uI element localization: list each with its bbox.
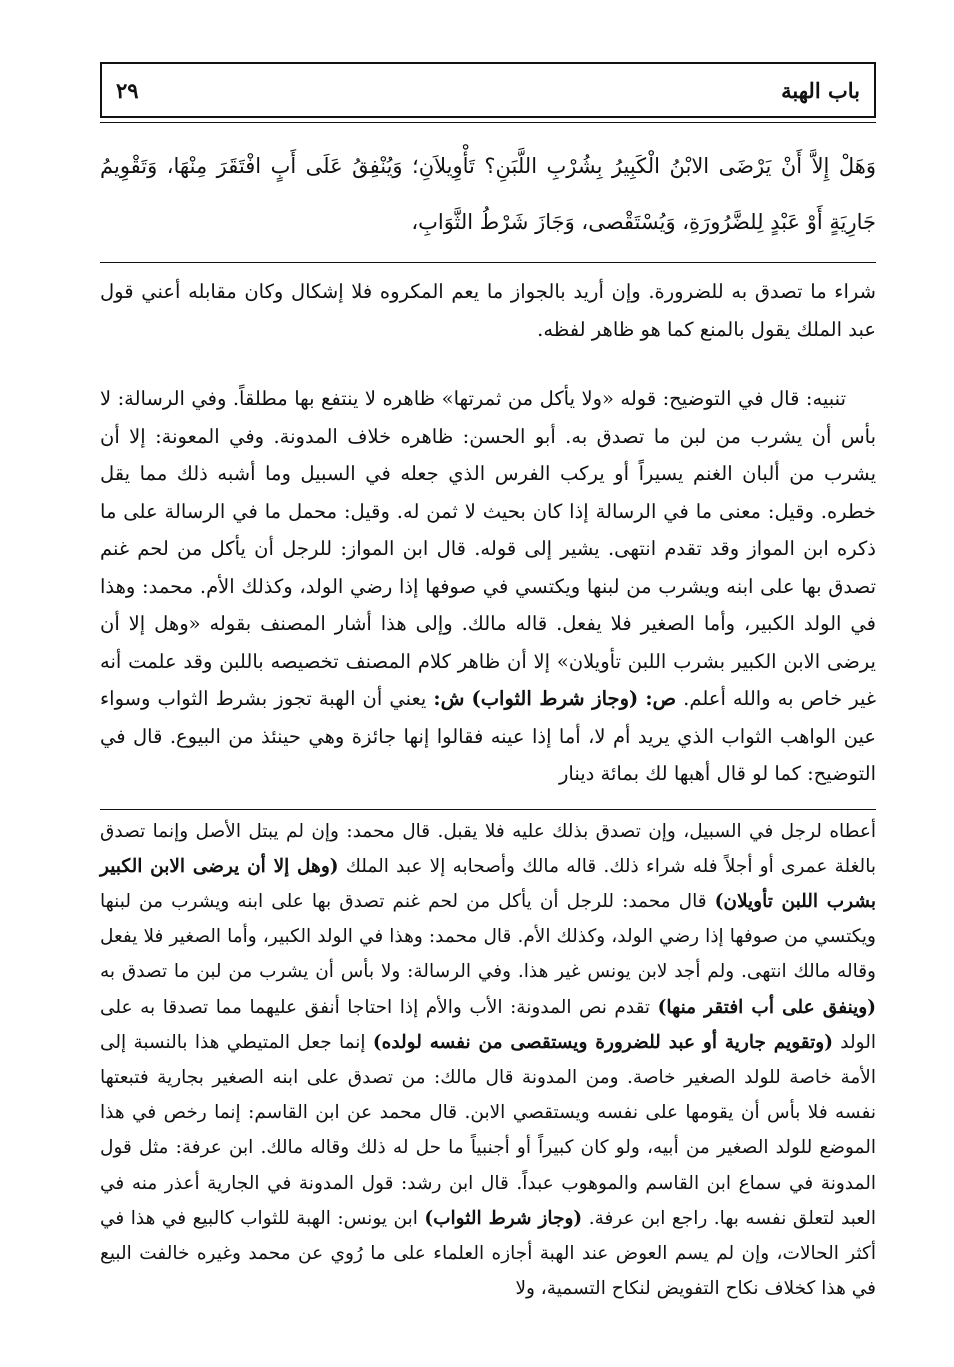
- matn-divider: [100, 262, 876, 263]
- matn-marker: ص:: [645, 687, 677, 710]
- note-text: قال محمد: للرجل أن يأكل من لحم غنم تصدق بها على ابنه ويشرب من لبنها ويكتسي من صوفها إذا رضي الولد، وكذلك الأم. قال محمد: وهذا في الولد الكبير، وأما الصغير فلا يفعل وقاله مالك انتهى. ولم أجد لابن يونس غير هذا. وفي الرسالة: ولا بأس أن يشرب من لبن ما تصدق به: [100, 890, 876, 983]
- note-quote: (وهل إلا أن يرضى الابن الكبير بشرب اللبن تأويلان): [100, 855, 876, 912]
- note-quote: (وجاز شرط الثواب): [424, 1207, 583, 1229]
- note-quote: (وتقويم جارية أو عبد للضرورة ويستقصى من نفسه لولده): [372, 1031, 833, 1053]
- sharh-marker: ش:: [433, 687, 465, 710]
- note-quote: (وينفق على أب افتقر منها): [657, 996, 876, 1018]
- notes-paragraph: [100, 814, 876, 1307]
- page-header: [100, 62, 876, 118]
- chapter-title: باب الهبة: [781, 77, 860, 103]
- book-page: [100, 62, 876, 1352]
- commentary-paragraph-2: [100, 380, 876, 793]
- page-number: ٢٩: [116, 77, 139, 103]
- commentary-paragraph-1: شراء ما تصدق به للضرورة. وإن أريد بالجواز ما يعم المكروه فلا إشكال وكان مقابله أعني قول عبد الملك يقول بالمنع كما هو ظاهر لفظه.: [100, 280, 876, 341]
- commentary-text: تنبيه: قال في التوضيح: قوله «ولا يأكل من ثمرتها» ظاهره لا ينتفع بها مطلقاً. وفي الرسالة: لا بأس أن يشرب من لبن ما تصدق به. أبو الحسن: ظاهره خلاف المدونة. وفي المعونة: إلا أن يشرب من ألبان الغنم يسيراً أو يركب الفرس الذي جعله في السبيل وما أشبه ذلك مما يقل خطره. وقيل: معنى ما في الرسالة إذا كان بحيث لا ثمن له. وقيل: محمل ما في الرسالة على ما ذكره ابن المواز وقد تقدم انتهى. يشير إلى قوله. قال ابن المواز: للرجل أن يأكل من لحم غنم تصدق بها على ابنه ويشرب من لبنها ويكتسي في صوفها إذا رضي الولد، وكذلك الأم. محمد: وهذا في الولد الكبير، وأما الصغير فلا يفعل. قاله مالك. وإلى هذا أشار المصنف بقوله «وهل إلا أن يرضى الابن الكبير بشرب اللبن تأويلان» إلا أن ظاهر كلام المصنف تخصيصه باللبن وقد علمت أنه غير خاص به والله أعلم.: [100, 387, 877, 710]
- note-text: ابن يونس: الهبة للثواب كالبيع في هذا في أكثر الحالات، وإن لم يسم العوض عند الهبة أجازه العلماء على ما رُوي عن محمد وغيره خالفت البيع في هذا كخلاف نكاح التفويض لنكاح التسمية، ولا: [100, 1207, 876, 1300]
- note-text: تقدم نص المدونة: الأب والأم إذا احتاجا أنفق عليهما مما تصدقا به على الولد: [100, 996, 876, 1053]
- matn-paragraph: وَهَلْ إِلاَّ أَنْ يَرْضَى الابْنُ الْكَبِيرُ بِشُرْبِ اللَّبَنِ؟ تَأْوِيلاَنِ؛ وَيُنْفِقُ عَلَى أَبٍ افْتَقَرَ مِنْهَا، وَتَقْوِيمُ جَارِيَةٍ أَوْ عَبْدٍ لِلضَّرُورَةِ، وَيُسْتَقْصى، وَجَازَ شَرْطُ الثَّوَابِ،: [100, 154, 876, 234]
- footnote-divider: [100, 809, 876, 810]
- note-text: إنما جعل المتيطي هذا بالنسبة إلى الأمة خاصة للولد الصغير خاصة. ومن المدونة قال مالك: من تصدق على ابنه الصغير بجارية فتبعتها نفسه فلا بأس أن يقومها على نفسه ويستقصي الابن. قال محمد عن ابن القاسم: إنما رخص في هذا الموضع للولد الصغير من أبيه، ولو كان كبيراً أو أجنبياً ما حل له ذلك وقاله مالك. ابن عرفة: مثل قول المدونة في سماع ابن القاسم والموهوب عبداً. قال ابن رشد: قول المدونة في الجارية أعذر منه في العبد لتعلق نفسه بها. راجع ابن عرفة.: [100, 1031, 876, 1229]
- commentary: [100, 273, 876, 793]
- matn-quote: (وجاز شرط الثواب): [471, 687, 639, 710]
- commentary-text: يعني أن الهبة تجوز بشرط الثواب وسواء عين الواهب الثواب الذي يريد أم لا، أما إذا عينه فقالوا إنها جائزة وهي حينئذ من البيوع. قال في التوضيح: كما لو قال أهبها لك بمائة دينار: [100, 687, 876, 785]
- note-text: أعطاه لرجل في السبيل، وإن تصدق بذلك عليه فلا يقبل. قال محمد: وإن لم يبتل الأصل وإنما تصدق بالغلة عمرى أو أجلاً فله شراء ذلك. قاله مالك وأصحابه إلا عبد الملك: [100, 820, 876, 877]
- margin-notes: [100, 814, 876, 1307]
- matn-text: [100, 138, 876, 250]
